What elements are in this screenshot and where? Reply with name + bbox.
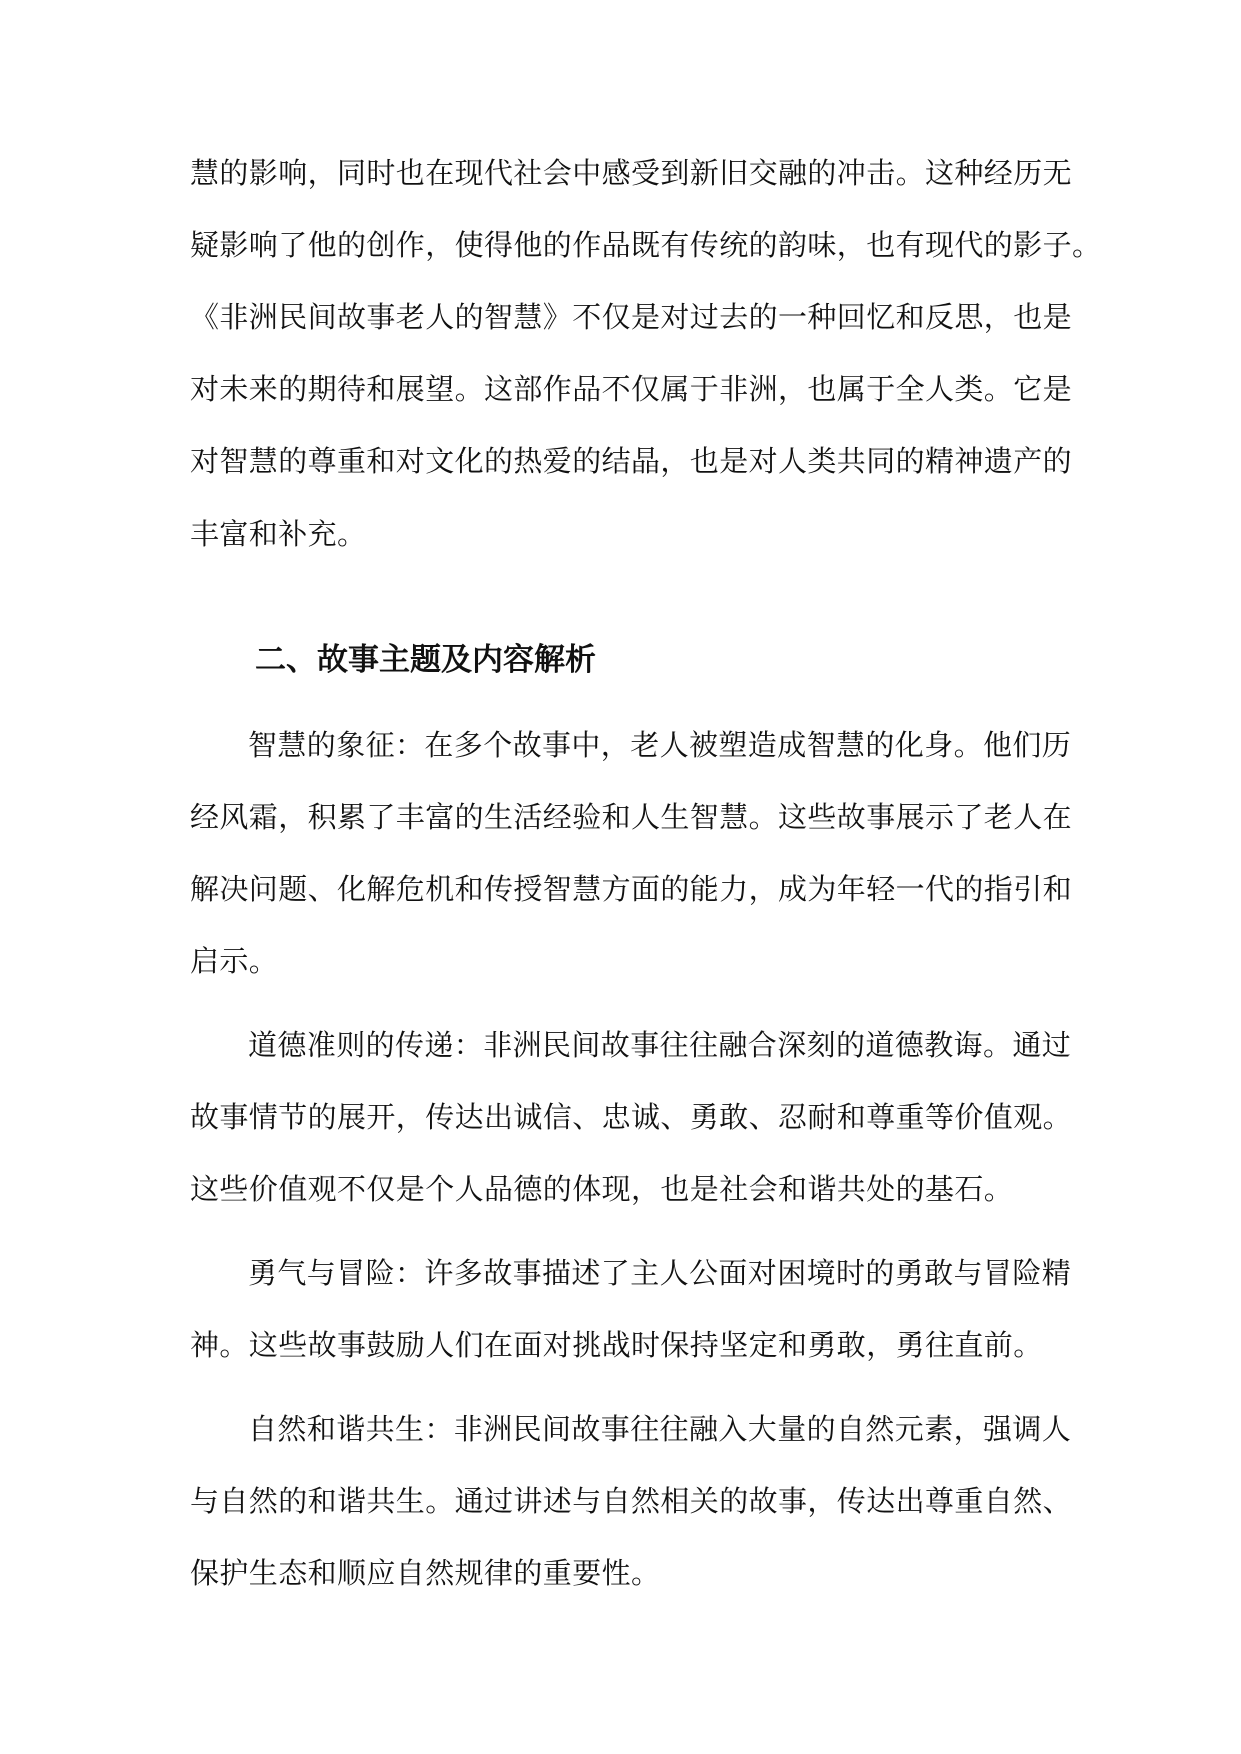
section-heading: 二、故事主题及内容解析 (255, 642, 596, 678)
paragraph-line: 神。这些故事鼓励人们在面对挑战时保持坚定和勇敢，勇往直前。 (190, 1328, 1043, 1362)
paragraph-line: 道德准则的传递：非洲民间故事往往融合深刻的道德教诲。通过 (248, 1028, 1072, 1062)
intro-line: 《非洲民间故事老人的智慧》不仅是对过去的一种回忆和反思，也是 (190, 300, 1073, 334)
intro-line: 对未来的期待和展望。这部作品不仅属于非洲，也属于全人类。它是 (190, 372, 1073, 406)
intro-line: 慧的影响，同时也在现代社会中感受到新旧交融的冲击。这种经历无 (190, 156, 1073, 190)
paragraph-line: 保护生态和顺应自然规律的重要性。 (190, 1556, 661, 1590)
intro-line: 丰富和补充。 (190, 517, 367, 551)
intro-line: 疑影响了他的创作，使得他的作品既有传统的韵味，也有现代的影子。 (190, 228, 1102, 262)
paragraph-line: 智慧的象征：在多个故事中，老人被塑造成智慧的化身。他们历 (248, 728, 1072, 762)
paragraph-line: 与自然的和谐共生。通过讲述与自然相关的故事，传达出尊重自然、 (190, 1484, 1073, 1518)
paragraph-line: 启示。 (190, 944, 279, 978)
paragraph-line: 经风霜，积累了丰富的生活经验和人生智慧。这些故事展示了老人在 (190, 800, 1073, 834)
intro-line: 对智慧的尊重和对文化的热爱的结晶，也是对人类共同的精神遗产的 (190, 444, 1073, 478)
paragraph-line: 这些价值观不仅是个人品德的体现，也是社会和谐共处的基石。 (190, 1172, 1014, 1206)
paragraph-line: 故事情节的展开，传达出诚信、忠诚、勇敢、忍耐和尊重等价值观。 (190, 1100, 1073, 1134)
paragraph-line: 勇气与冒险：许多故事描述了主人公面对困境时的勇敢与冒险精 (248, 1256, 1072, 1290)
paragraph-line: 自然和谐共生：非洲民间故事往往融入大量的自然元素，强调人 (248, 1412, 1072, 1446)
paragraph-line: 解决问题、化解危机和传授智慧方面的能力，成为年轻一代的指引和 (190, 872, 1073, 906)
